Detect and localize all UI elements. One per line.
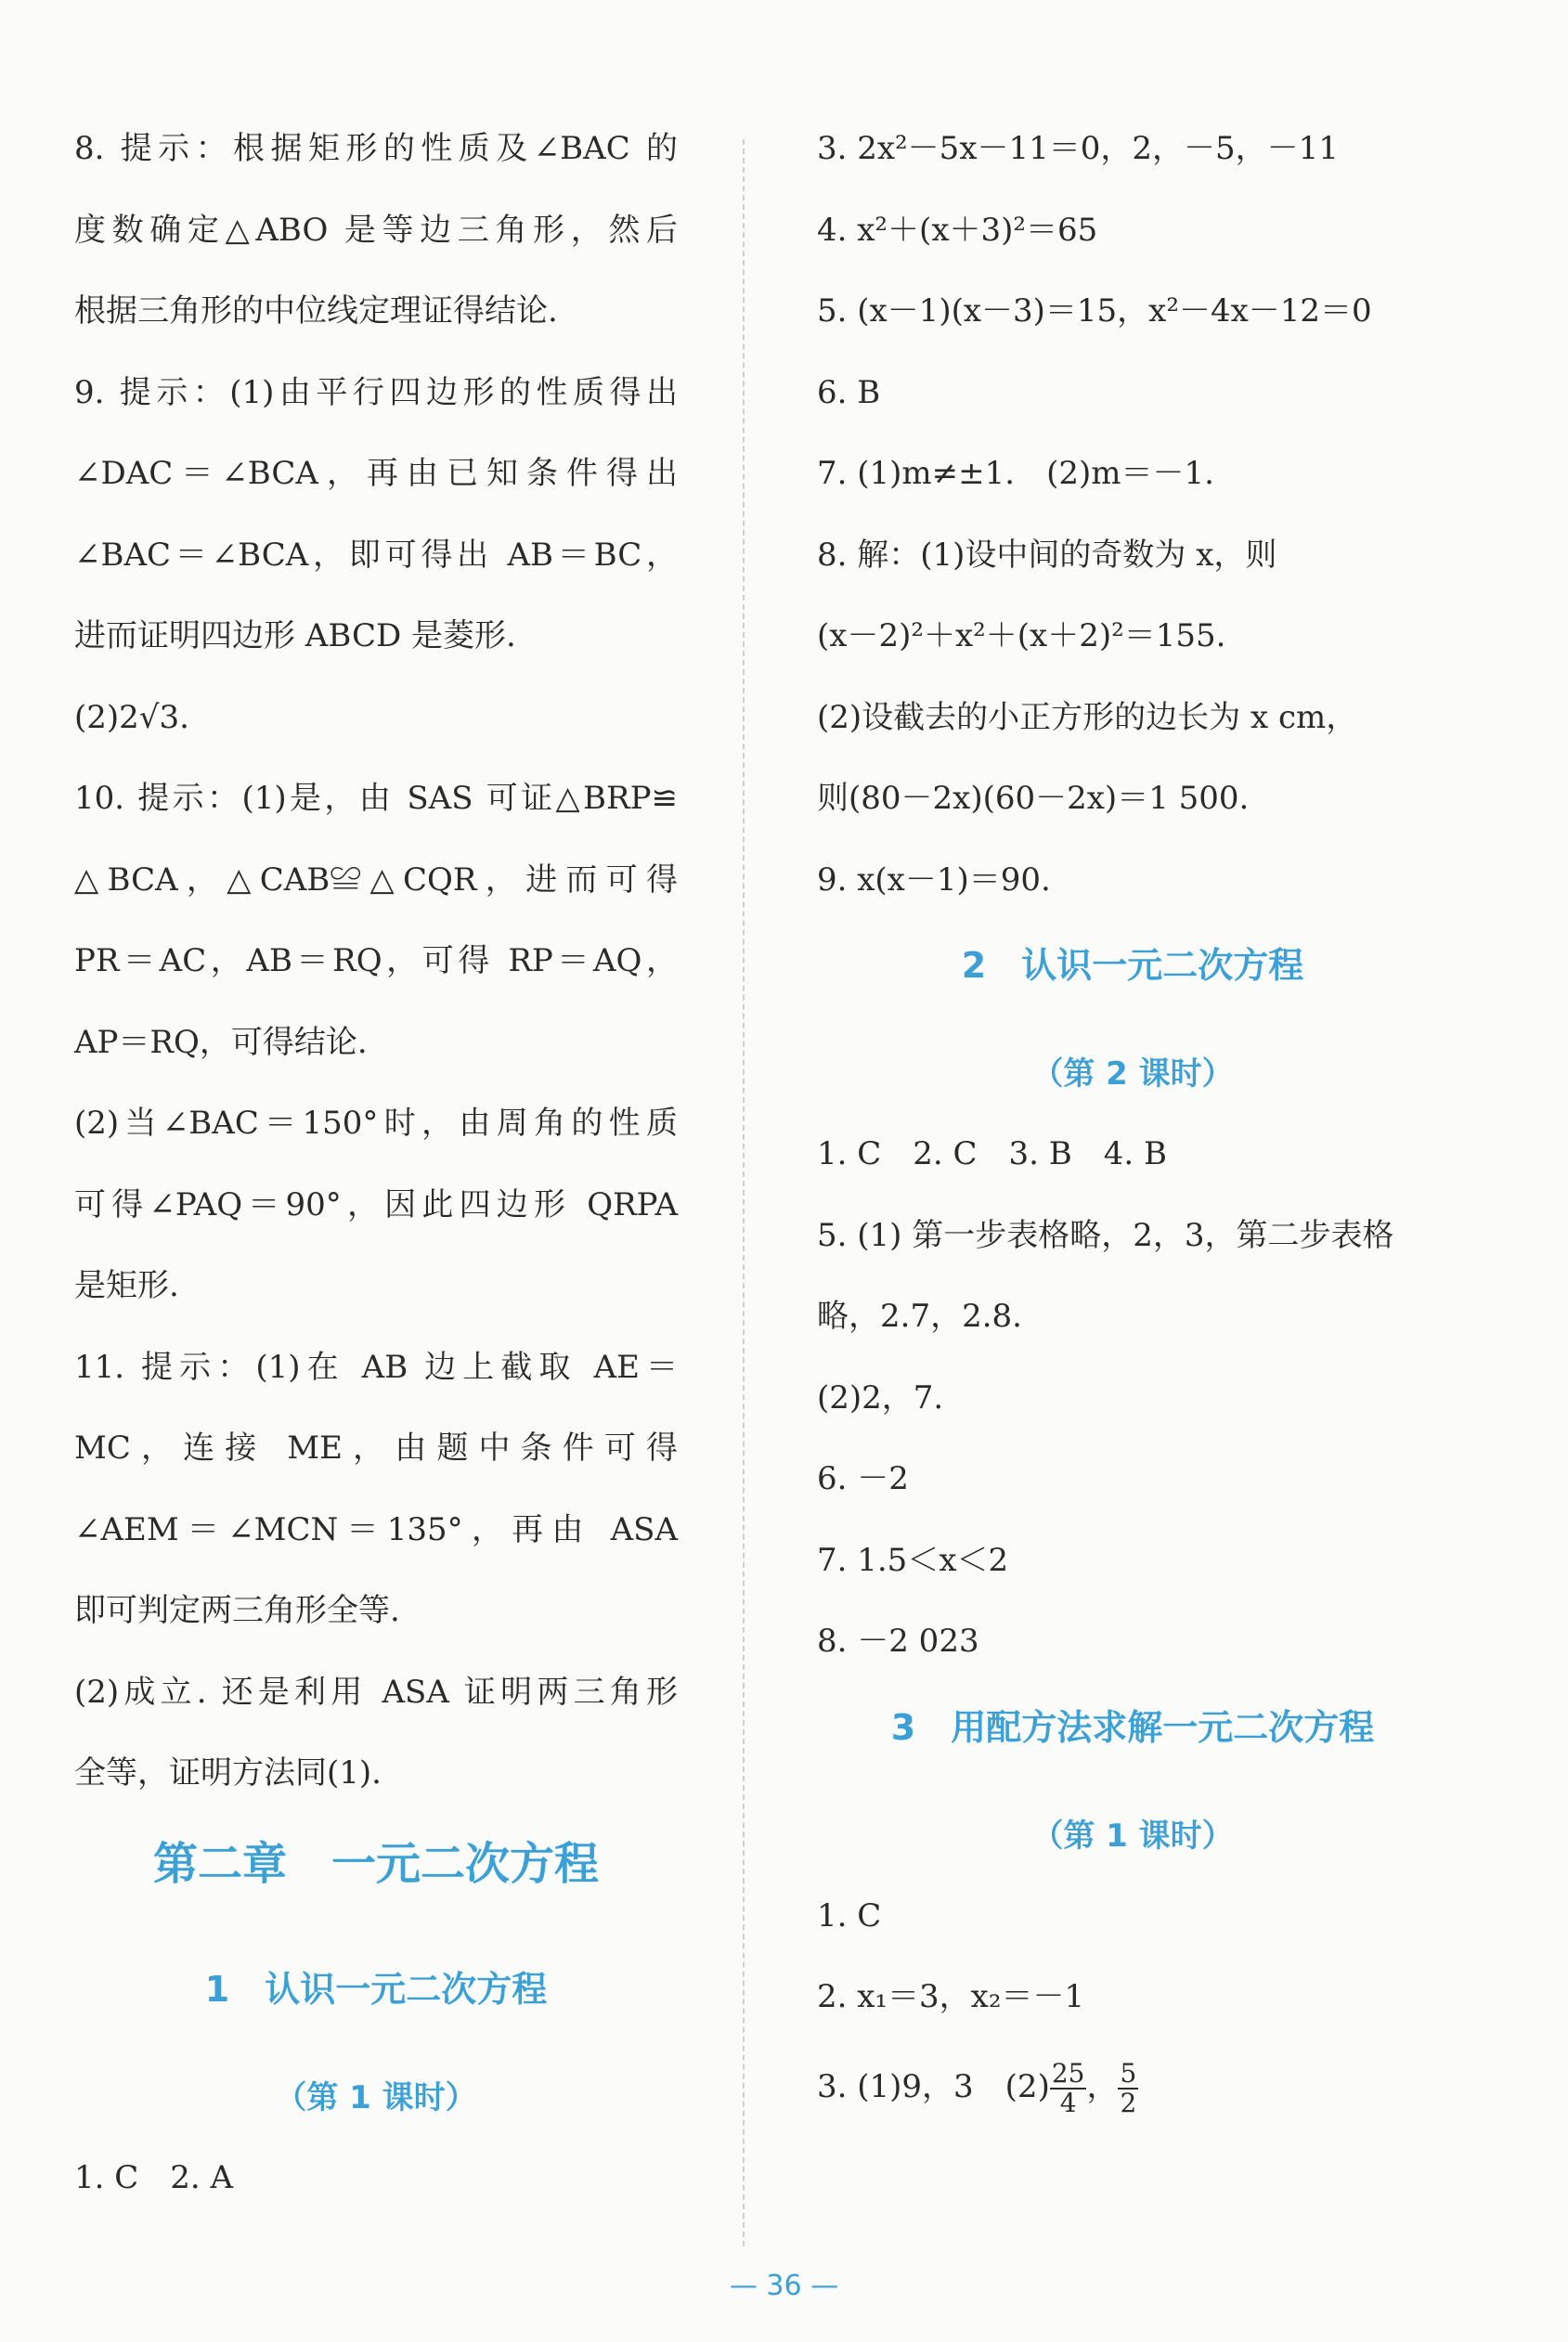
right-column	[817, 130, 1448, 2161]
text-line: 全等，证明方法同(1).	[74, 1754, 382, 1792]
left-column	[74, 130, 678, 2240]
numerator: 5	[1120, 2057, 1137, 2089]
text-line: 可得∠PAQ＝90°，因此四边形 QRPA	[74, 1185, 678, 1223]
numerator: 25	[1051, 2057, 1085, 2089]
text-line: ∠BAC＝∠BCA，即可得出 AB＝BC，	[74, 536, 678, 574]
text-line: 7. (1)m≠±1. (2)m＝－1.	[817, 455, 1214, 492]
text-line: 10. 提示：(1)是，由 SAS 可证△BRP≌	[74, 780, 678, 817]
text-line: 4. x²＋(x＋3)²＝65	[817, 211, 1098, 249]
text-line: 8. 提示：根据矩形的性质及∠BAC 的	[74, 130, 678, 167]
text-line: 略，2.7，2.8.	[817, 1298, 1022, 1335]
text-line: 5. (x－1)(x－3)＝15，x²－4x－12＝0	[817, 292, 1372, 330]
text-line: 3. 2x²－5x－11＝0，2，－5，－11	[817, 130, 1339, 167]
text-line: (2)当∠BAC＝150°时，由周角的性质	[74, 1105, 678, 1142]
text-line: 度数确定△ABO 是等边三角形，然后	[74, 211, 678, 249]
text-line: (2)设截去的小正方形的边长为 x cm，	[817, 698, 1358, 736]
page-number: — 36 —	[729, 2270, 839, 2302]
text-line: MC，连接 ME，由题中条件可得	[74, 1430, 678, 1467]
text-line: 9. 提示：(1)由平行四边形的性质得出	[74, 373, 678, 411]
text-fragment: ，	[1086, 2067, 1119, 2105]
text-line: 1. C 2. C 3. B 4. B	[817, 1135, 1167, 1172]
fraction	[1050, 2057, 1087, 2118]
text-line: 11. 提示：(1)在 AB 边上截取 AE＝	[74, 1348, 678, 1386]
text-line: (x－2)²＋x²＋(x＋2)²＝155.	[817, 617, 1226, 654]
text-line: 8. －2 023	[817, 1623, 979, 1660]
text-line: 根据三角形的中位线定理证得结论.	[74, 292, 558, 330]
text-line: 7. 1.5＜x＜2	[817, 1541, 1009, 1579]
text-line: 进而证明四边形 ABCD 是菱形.	[74, 617, 516, 654]
column-divider	[743, 139, 745, 2246]
text-line: 则(80－2x)(60－2x)＝1 500.	[817, 780, 1250, 817]
text-line: PR＝AC，AB＝RQ，可得 RP＝AQ，	[74, 942, 678, 979]
text-line: (2)成立. 还是利用 ASA 证明两三角形	[74, 1673, 678, 1711]
text-line: △BCA，△CAB≌△CQR，进而可得	[74, 860, 678, 899]
text-line: 2. x₁＝3，x₂＝－1	[817, 1978, 1085, 2015]
lesson-title: （第 1 课时）	[275, 2078, 477, 2116]
text-line: 1. C	[817, 1896, 882, 1934]
section-title: 1 认识一元二次方程	[204, 1968, 548, 2010]
lesson-title: （第 1 课时）	[1031, 1817, 1234, 1855]
fraction	[1118, 2057, 1138, 2118]
text-line: 即可判定两三角形全等.	[74, 1592, 400, 1629]
text-line: (2)2，7.	[817, 1378, 944, 1417]
text-line: 1. C 2. A	[74, 2158, 234, 2196]
text-fragment: 3. (1)9，3 (2)	[817, 2067, 1050, 2105]
fraction-line	[817, 2057, 1448, 2118]
section-title: 2 认识一元二次方程	[961, 945, 1304, 986]
text-line: 6. －2	[817, 1460, 909, 1497]
text-line: 是矩形.	[74, 1267, 179, 1304]
text-line: ∠DAC＝∠BCA，再由已知条件得出	[74, 455, 678, 492]
text-line: 5. (1) 第一步表格略，2，3，第二步表格	[817, 1216, 1394, 1254]
section-title: 3 用配方法求解一元二次方程	[890, 1706, 1375, 1748]
denominator: 2	[1120, 2087, 1137, 2118]
text-line: (2)2√3.	[74, 698, 189, 736]
text-line: ∠AEM＝∠MCN＝135°，再由 ASA	[74, 1510, 678, 1548]
text-line: 8. 解：(1)设中间的奇数为 x，则	[817, 536, 1277, 574]
denominator: 4	[1059, 2087, 1077, 2118]
text-line: AP＝RQ，可得结论.	[74, 1023, 368, 1061]
chapter-title: 第二章 一元二次方程	[152, 1837, 599, 1890]
text-line: 9. x(x－1)＝90.	[817, 860, 1051, 899]
lesson-title: （第 2 课时）	[1031, 1055, 1234, 1093]
text-line: 6. B	[817, 373, 881, 411]
